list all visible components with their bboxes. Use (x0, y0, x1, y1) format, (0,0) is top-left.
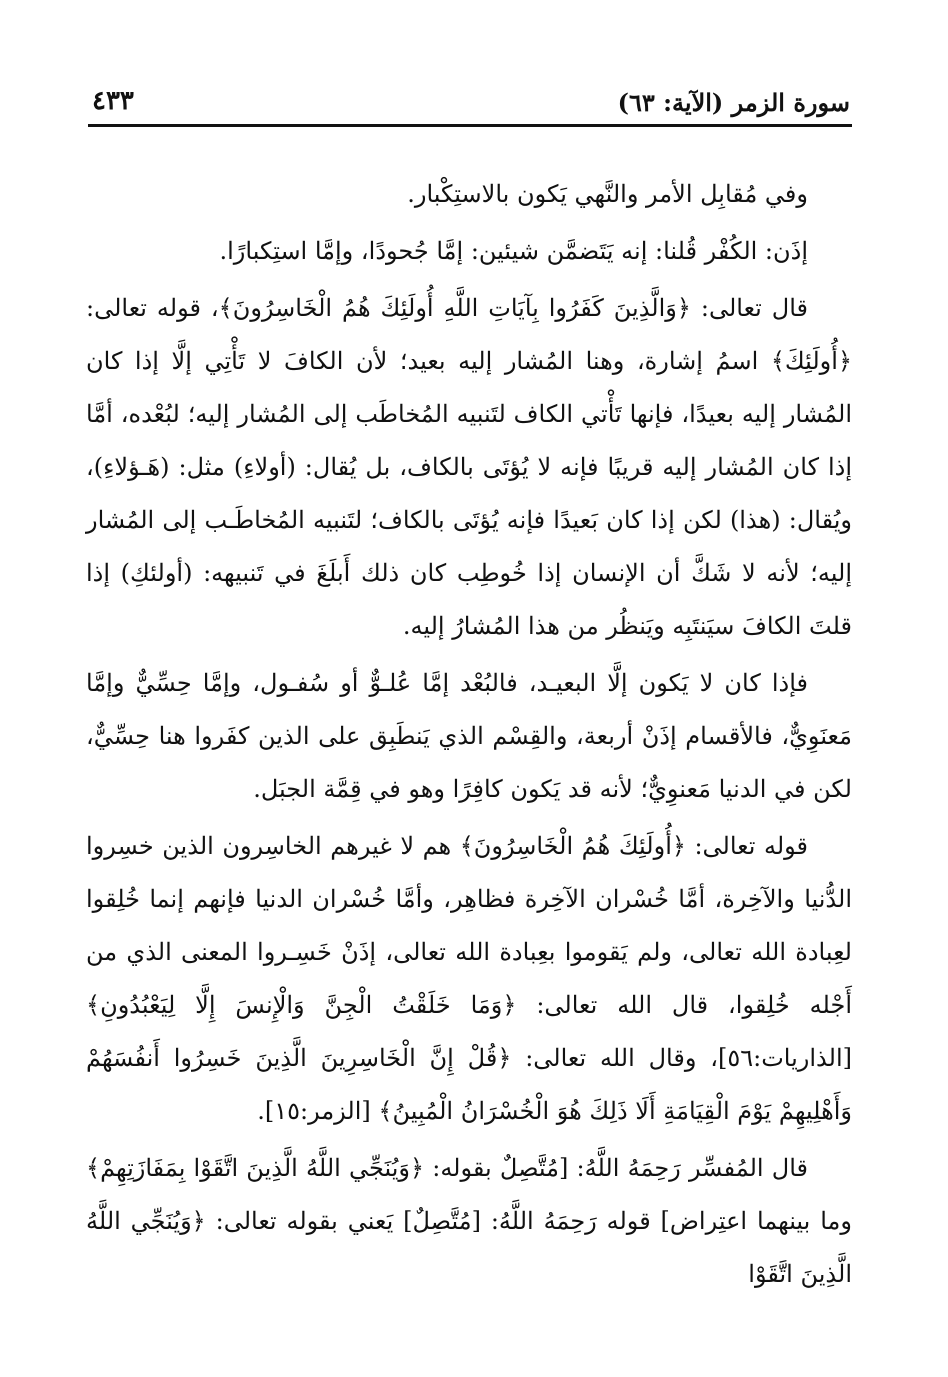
page-body (86, 168, 852, 1305)
paragraph-5: قوله تعالى: ﴿أُولَئِكَ هُمُ الْخَاسِرُونَ﴾ هم لا غيرهم الخاسِرون الذين خسِروا الدُّنيا والآخِرة، أمَّا خُسْران الآخِرة فظاهِر، وأمَّا خُسْران الدنيا فإنهم إنما خُلِقوا لعِبادة الله تعالى، ولم يَقوموا بعِبادة الله تعالى، إذَنْ خَسِـروا المعنى الذي من أَجْله خُلِقوا، قال الله تعالى: ﴿وَمَا خَلَقْتُ الْجِنَّ وَالْإِنسَ إِلَّا لِيَعْبُدُونِ﴾ [الذاريات:٥٦]، وقال الله تعالى: ﴿قُلْ إِنَّ الْخَاسِرِينَ الَّذِينَ خَسِرُوا أَنفُسَهُمْ وَأَهْلِيهِمْ يَوْمَ الْقِيَامَةِ أَلَا ذَلِكَ هُوَ الْخُسْرَانُ الْمُبِينُ﴾ [الزمر:١٥]. (86, 832, 852, 1125)
header-divider (88, 124, 852, 127)
paragraph-1: وفي مُقابِل الأمر والنَّهي يَكون بالاستِكْبار. (407, 180, 808, 208)
running-title: سورة الزمر (الآية: ٦٣) (617, 88, 850, 117)
paragraph-2: إذَن: الكُفْر قُلنا: إنه يَتَضمَّن شيئين: إمَّا جُحودًا، وإمَّا استِكبارًا. (219, 237, 808, 265)
paragraph-6: قال المُفسِّر رَحِمَهُ اللَّهُ: [مُتَّصِلٌ بقوله: ﴿وَيُنَجِّي اللَّهُ الَّذِينَ اتَّقَوْا بِمَفَازَتِهِمْ﴾ وما بينهما اعتِراض] قوله رَحِمَهُ اللَّهُ: [مُتَّصِلٌ] يَعني بقوله تعالى: ﴿وَيُنَجِّي اللَّهُ الَّذِينَ اتَّقَوْا (86, 1154, 852, 1288)
paragraph-3: قال تعالى: ﴿وَالَّذِينَ كَفَرُوا بِآيَاتِ اللَّهِ أُولَئِكَ هُمُ الْخَاسِرُونَ﴾، قوله تعالى: ﴿أُولَئِكَ﴾ اسمُ إشارة، وهنا المُشار إليه بعيد؛ لأن الكافَ لا تَأْتِي إلَّا إذا كان المُشار إليه بعيدًا، فإنها تَأْتي الكاف لتَنبيه المُخاطَب إلى المُشار إليه؛ لبُعْده، أمَّا إذا كان المُشار إليه قريبًا فإنه لا يُؤتَى بالكاف، بل يُقال: (أولاءِ) مثل: (هَـؤلاءِ)، ويُقال: (هذا) لكن إذا كان بَعيدًا فإنه يُؤتَى بالكاف؛ لتَنبيه المُخاطَـب إلى المُشار إليه؛ لأنه لا شَكَّ أن الإنسان إذا خُوطِب كان ذلك أَبلَغَ في تَنبيهه: (أولئكِ) إذا قلتَ الكافَ سيَنتَبِه ويَنظُر من هذا المُشارُ إليه. (86, 294, 853, 640)
page-number: ٤٣٣ (92, 86, 134, 116)
paragraph-4: فإذا كان لا يَكون إلَّا البعيـد، فالبُعْد إمَّا عُلـوٌّ أو سُفـول، وإمَّا حِسِّيٌّ وإمَّا مَعنَوِيٌّ، فالأقسام إذَنْ أربعة، والقِسْم الذي يَنطَبِق على الذين كفَروا هنا حِسِّيٌّ، لكن في الدنيا مَعنوِيٌّ؛ لأنه قد يَكون كافِرًا وهو في قِمَّة الجبَل. (86, 669, 852, 803)
page-header (88, 84, 850, 124)
